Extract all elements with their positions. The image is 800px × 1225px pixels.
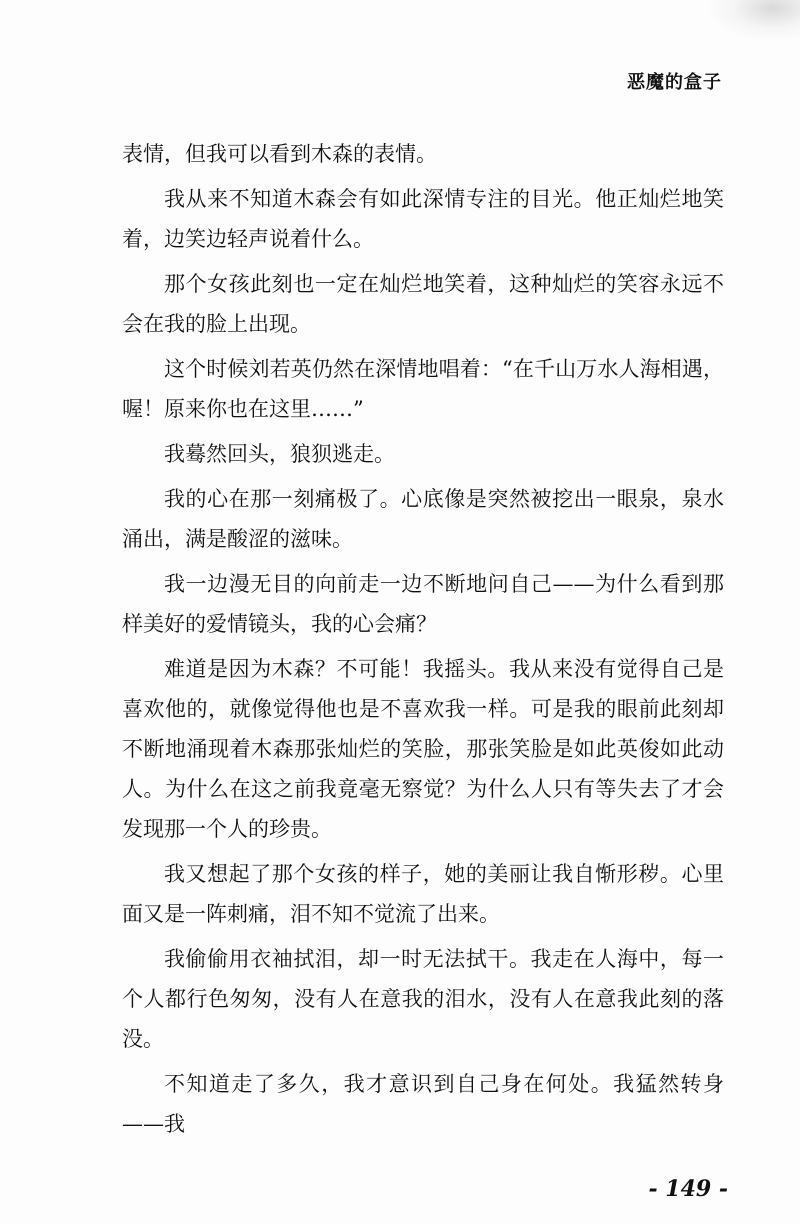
paragraph-4: 这个时候刘若英仍然在深情地唱着：“在千山万水人海相遇，喔！原来你也在这里……” [122,357,724,421]
paragraph-1: 表情，但我可以看到木森的表情。 [122,142,437,166]
paragraph-11: 不知道走了多久，我才意识到自己身在何处。我猛然转身——我 [122,1072,724,1136]
paragraph-8: 难道是因为木森？不可能！我摇头。我从来没有觉得自己是喜欢他的，就像觉得他也是不喜欢我一样。可是我的眼前此刻却不断地涌现着木森那张灿烂的笑脸，那张笑脸是如此英俊如此动人。为什么在这之前我竟毫无察觉？为什么人只有等失去了才会发现那一个人的珍贵。 [122,657,724,841]
page-number: - 149 - [648,1176,728,1202]
paragraph-7: 我一边漫无目的向前走一边不断地问自己——为什么看到那样美好的爱情镜头，我的心会痛？ [122,572,724,636]
paragraph-3: 那个女孩此刻也一定在灿烂地笑着，这种灿烂的笑容永远不会在我的脸上出现。 [122,272,724,336]
paragraph-10: 我偷偷用衣袖拭泪，却一时无法拭干。我走在人海中，每一个人都行色匆匆，没有人在意我的泪水，没有人在意我此刻的落没。 [122,947,724,1051]
scan-smudge [710,0,800,40]
running-header-title: 恶魔的盒子 [627,72,722,93]
paragraph-2: 我从来不知道木森会有如此深情专注的目光。他正灿烂地笑着，边笑边轻声说着什么。 [122,187,724,251]
paragraph-9: 我又想起了那个女孩的样子，她的美丽让我自惭形秽。心里面又是一阵刺痛，泪不知不觉流了出来。 [122,862,724,926]
body-text [122,134,724,1149]
paragraph-6: 我的心在那一刻痛极了。心底像是突然被挖出一眼泉，泉水涌出，满是酸涩的滋味。 [122,487,724,551]
paragraph-5: 我蓦然回头，狼狈逃走。 [164,442,395,466]
